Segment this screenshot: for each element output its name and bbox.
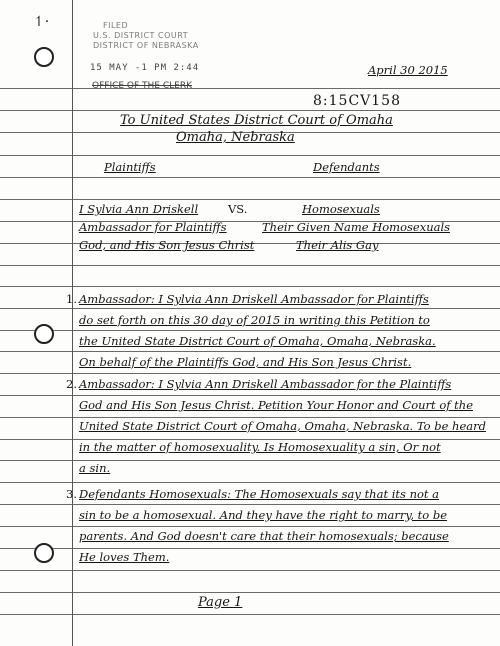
stamp-court-line2: DISTRICT OF NEBRASKA xyxy=(93,41,199,50)
margin-line xyxy=(72,0,73,646)
paragraph-line: in the matter of homosexuality. Is Homosexuality a sin, Or not xyxy=(79,440,441,454)
paragraph-line: Ambassador: I Sylvia Ann Driskell Ambassador for Plaintiffs xyxy=(79,292,429,306)
versus-label: VS. xyxy=(228,202,248,216)
paragraph-line: United State District Court of Omaha, Omaha, Nebraska. To be heard xyxy=(79,419,486,433)
defendant-line: Their Given Name Homosexuals xyxy=(262,220,451,234)
plaintiff-line: God, and His Son Jesus Christ xyxy=(79,238,255,252)
paragraph-line: On behalf of the Plaintiffs God, and His Son Jesus Christ. xyxy=(79,355,412,369)
court-location: Omaha, Nebraska xyxy=(176,130,295,145)
paragraph-line: parents. And God doesn't care that their homosexuals; because xyxy=(79,529,449,543)
paragraph-line: He loves Them. xyxy=(79,550,170,564)
plaintiff-line: Ambassador for Plaintiffs xyxy=(79,220,227,234)
paragraph-number: 2. xyxy=(66,377,77,391)
paragraph-line: God and His Son Jesus Christ. Petition Your Honor and Court of the xyxy=(79,398,474,412)
case-number: 8:15CV158 xyxy=(313,93,401,109)
paragraph-number: 3. xyxy=(66,487,77,501)
paragraph-line: sin to be a homosexual. And they have the right to marry, to be xyxy=(79,508,448,522)
defendant-line: Their Alis Gay xyxy=(296,238,379,252)
paragraph-line: a sin. xyxy=(79,461,111,475)
court-name: To United States District Court of Omaha xyxy=(120,113,393,128)
binder-hole-icon xyxy=(34,47,54,67)
plaintiffs-heading: Plaintiffs xyxy=(104,160,156,174)
document-date: April 30 2015 xyxy=(368,63,448,77)
clerk-office-stamp: OFFICE OF THE CLERK xyxy=(92,81,192,91)
clerk-date-stamp: 15 MAY -1 PM 2:44 xyxy=(90,63,200,73)
paragraph-line: Ambassador: I Sylvia Ann Driskell Ambassador for the Plaintiffs xyxy=(79,377,452,391)
binder-hole-icon xyxy=(34,543,54,563)
paragraph-line: do set forth on this 30 day of 2015 in writing this Petition to xyxy=(79,313,430,327)
binder-hole-icon xyxy=(34,324,54,344)
plaintiff-line: I Sylvia Ann Driskell xyxy=(79,202,199,216)
defendant-line: Homosexuals xyxy=(302,202,380,216)
stamp-court-line1: U.S. DISTRICT COURT xyxy=(93,31,189,40)
defendants-heading: Defendants xyxy=(313,160,380,174)
page-number: Page 1 xyxy=(198,595,243,610)
paragraph-number: 1. xyxy=(66,292,77,306)
paragraph-line: Defendants Homosexuals: The Homosexuals say that its not a xyxy=(79,487,440,501)
stamp-filed: FILED xyxy=(103,21,129,30)
corner-mark-icon: ↿· xyxy=(33,14,50,30)
paragraph-line: the United State District Court of Omaha, Omaha, Nebraska. xyxy=(79,334,436,348)
